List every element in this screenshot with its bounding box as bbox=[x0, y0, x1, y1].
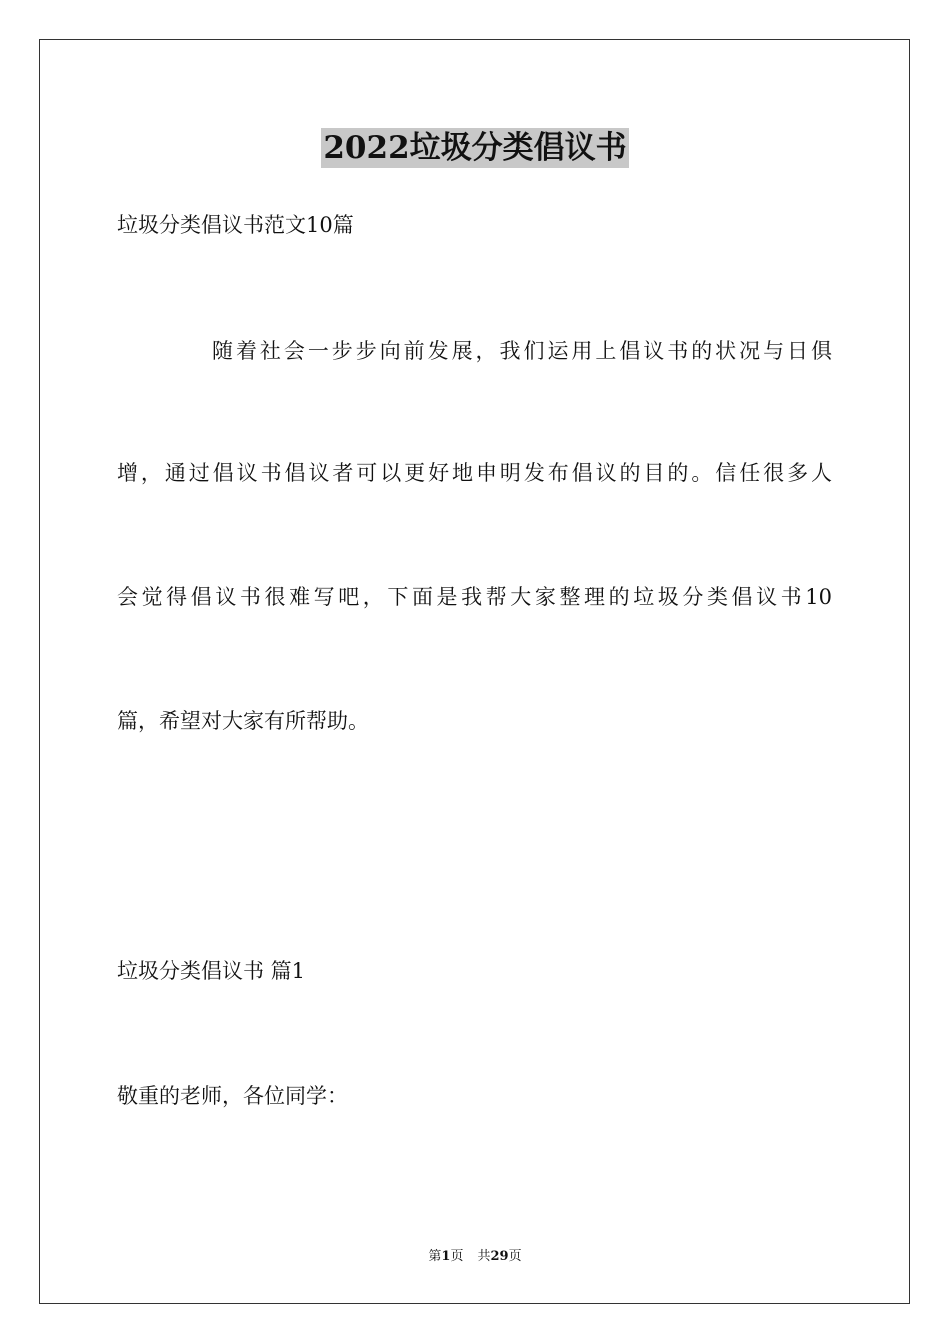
footer-page-suffix: 页 bbox=[450, 1249, 464, 1264]
footer-total-suffix: 页 bbox=[508, 1249, 522, 1264]
footer-total-pages: 29 bbox=[490, 1249, 509, 1264]
salutation: 敬重的老师，各位同学： bbox=[117, 1084, 348, 1108]
intro-line-1: 随着社会一步步向前发展，我们运用上倡议书的状况与日俱 bbox=[212, 339, 832, 363]
footer-total-prefix: 共 bbox=[477, 1249, 491, 1264]
document-subtitle: 垃圾分类倡议书范文10篇 bbox=[117, 213, 354, 237]
intro-line-2: 增，通过倡议书倡议者可以更好地申明发布倡议的目的。信任很多人 bbox=[117, 461, 832, 485]
footer-page-number: 1 bbox=[441, 1249, 451, 1264]
document-title: 2022垃圾分类倡议书 bbox=[323, 130, 627, 166]
title-container bbox=[0, 128, 950, 168]
page-footer bbox=[0, 1248, 950, 1266]
footer-page-prefix: 第 bbox=[428, 1249, 442, 1264]
intro-line-4: 篇，希望对大家有所帮助。 bbox=[117, 709, 369, 733]
intro-line-3: 会觉得倡议书很难写吧，下面是我帮大家整理的垃圾分类倡议书10 bbox=[117, 585, 832, 609]
section-heading: 垃圾分类倡议书 篇1 bbox=[117, 959, 306, 983]
